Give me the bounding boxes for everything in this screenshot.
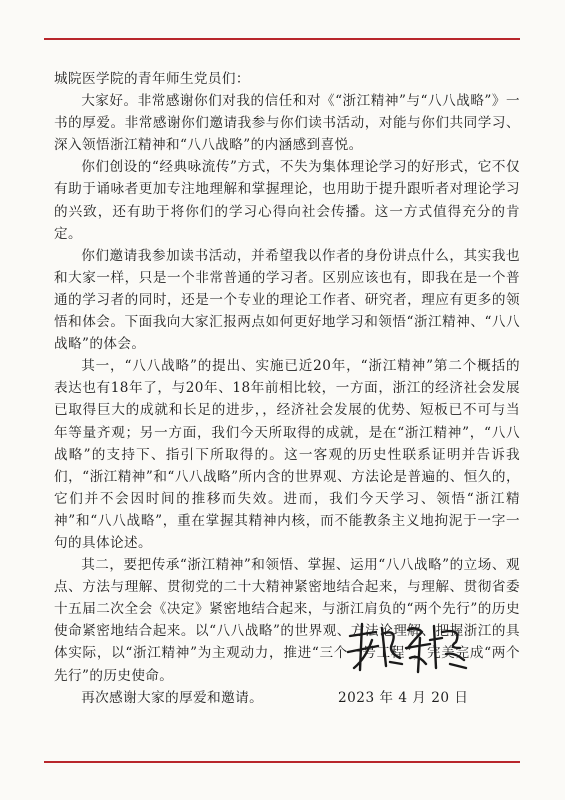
letter-date: 2023 年 4 月 20 日 xyxy=(338,690,469,706)
paragraph-method: 你们创设的“经典咏流传”方式，不失为集体理论学习的好形式，它不仅有助于诵咏者更加专注地理解和掌握理论，也用助于提升跟听者对理论学习的兴致，还有助于将你们的学习心得向社会传播。这一方式值得充分的肯定。 xyxy=(54,159,520,242)
letter-body xyxy=(54,68,520,709)
paragraph-greeting: 大家好。非常感谢你们对我的信任和对《“浙江精神”与“八八战略”》一书的厚爱。非常感谢你们邀请我参与你们读书活动，对能与你们共同学习、深入领悟浙江精神和“八八战略”的内涵感到喜悦。 xyxy=(54,93,520,154)
paragraph-point-two: 其二，要把传承“浙江精神”和领悟、掌握、运用“八八战略”的立场、观点、方法与理解、贯彻党的二十大精神紧密地结合起来，与理解、贯彻省委十五届二次全会《决定》紧密地结合起来，与浙江肩负的“两个先行”的历史使命紧密地结合起来。以“八八战略”的世界观、方法论理解、把握浙江的具体实际，以“浙江精神”为主观动力，推进“三个一号工程”，完美完成“两个先行”的历史使命。 xyxy=(54,557,520,684)
paragraph-invitation: 你们邀请我参加读书活动，并希望我以作者的身份讲点什么，其实我也和大家一样，只是一个非常普通的学习者。区别应该也有，即我在是一个普通的学习者的同时，还是一个专业的理论工作者、研究者，理应有更多的领悟和体会。下面我向大家汇报两点如何更好地学习和领悟“浙江精神、“八八战略”的体会。 xyxy=(54,247,520,353)
handwritten-signature xyxy=(342,618,472,678)
paragraph-closing: 再次感谢大家的厚爱和邀请。 xyxy=(81,689,264,706)
salutation: 城院医学院的青年师生党员们： xyxy=(54,71,250,87)
bottom-red-rule xyxy=(44,761,520,763)
paragraph-point-one: 其一，“八八战略”的提出、实施已近20年，“浙江精神”第二个概括的表达也有18年了，与20年、18年前相比较，一方面，浙江的经济社会发展已取得巨大的成就和长足的进步，，经济社会发展的优势、短板已不可与当年等量齐观；另一方面，我们今天所取得的成就，是在“浙江精神”，“八八战略”的支持下、指引下所取得的。这一客观的历史性联系证明并告诉我们，“浙江精神”和“八八战略”所内含的世界观、方法论是普遍的、恒久的，它们并不会因时间的推移而失效。进而，我们今天学习、领悟“浙江精神”和“八八战略”，重在掌握其精神内核，而不能教条主义地拘泥于一字一句的具体论述。 xyxy=(54,358,520,551)
top-red-rule xyxy=(44,38,520,40)
